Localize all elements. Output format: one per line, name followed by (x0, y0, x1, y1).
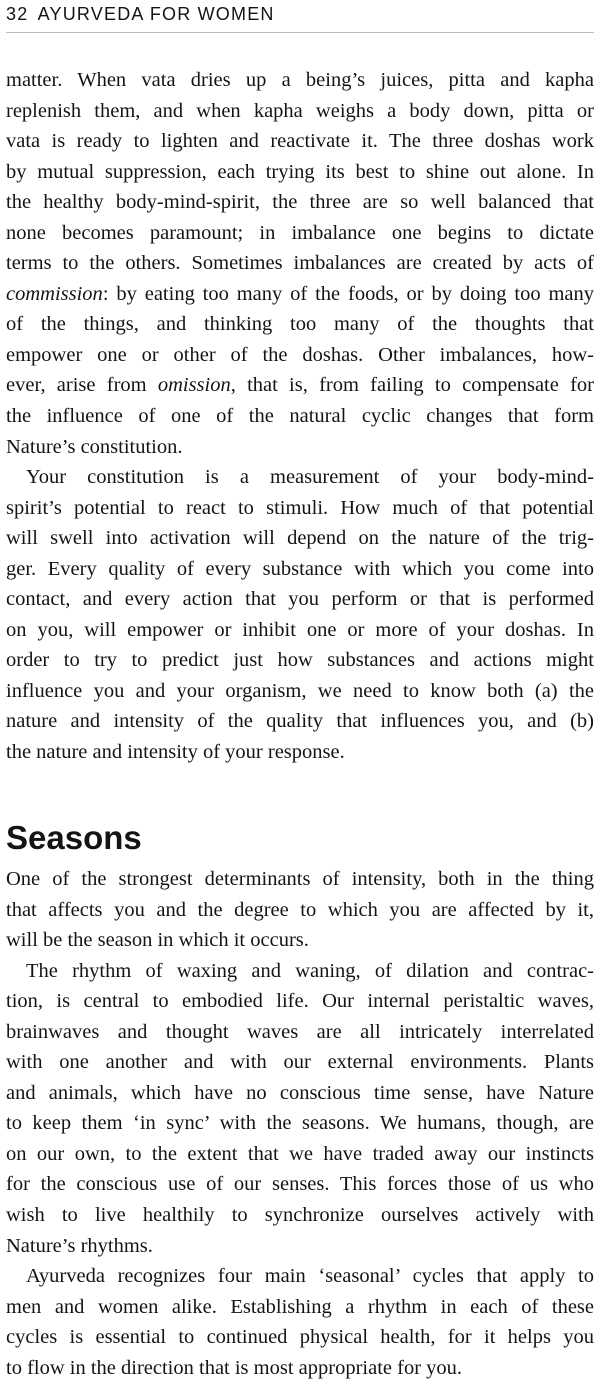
text-line: Ayurveda recognizes four main ‘seasonal’ cycles that apply to (26, 1265, 594, 1288)
paragraph-seasons-intro (6, 864, 594, 956)
text-line: replenish them, and when kapha weighs a body down, pitta or (6, 99, 594, 122)
text-line: by mutual suppression, each trying its best to shine out alone. In (6, 160, 594, 183)
italic-term: commission (6, 282, 103, 305)
text-line: terms to the others. Sometimes imbalances are created by acts of (6, 252, 594, 275)
text-line: Your constitution is a measurement of your body-mind- (26, 466, 594, 489)
text-line: with one another and with our external environments. Plants (6, 1051, 594, 1074)
text-line: of the things, and thinking too many of the thoughts that (6, 313, 594, 336)
text-line: tion, is central to embodied life. Our internal peristaltic waves, (6, 990, 594, 1013)
text-line: cycles is essential to continued physical health, for it helps you (6, 1326, 594, 1349)
text-line: will swell into activation will depend on the nature of the trig- (6, 527, 594, 550)
text-line: spirit’s potential to react to stimuli. How much of that potential (6, 496, 594, 519)
text-line: influence you and your organism, we need to know both (a) the (6, 679, 594, 702)
text-line: One of the strongest determinants of intensity, both in the thing (6, 868, 594, 890)
text-line (6, 370, 594, 401)
text-line: that affects you and the degree to which you are affected by it, (6, 898, 594, 921)
text-line: for the conscious use of our senses. This forces those of us who (6, 1173, 594, 1196)
text-line: and animals, which have no conscious time sense, have Nature (6, 1081, 594, 1104)
text-line: ger. Every quality of every substance with which you come into (6, 557, 594, 580)
text-line: men and women alike. Establishing a rhythm in each of these (6, 1295, 594, 1318)
text-line: none becomes paramount; in imbalance one begins to dictate (6, 221, 594, 244)
text-line (6, 279, 594, 310)
text-line: nature and intensity of the quality that influences you, and (b) (6, 710, 594, 733)
italic-term: omission (157, 374, 231, 397)
running-header (6, 2, 594, 33)
paragraph-seasonal-cycles (6, 1261, 594, 1381)
text-line: the influence of one of the natural cyclic changes that form (6, 405, 594, 428)
paragraph-rhythm (6, 956, 594, 1261)
body-section-1 (6, 65, 594, 768)
text-line: Nature’s constitution. (6, 435, 183, 458)
text-line: the healthy body-mind-spirit, the three are so well balanced that (6, 191, 594, 214)
text-line: Nature’s rhythms. (6, 1234, 153, 1257)
section-heading: Seasons (6, 819, 142, 856)
text-line: to flow in the direction that is most appropriate for you. (6, 1356, 463, 1379)
text-line: vata is ready to lighten and reactivate it. The three doshas work (6, 130, 594, 153)
text-line: brainwaves and thought waves are all intricately interrelated (6, 1020, 594, 1043)
running-title: AYURVEDA FOR WOMEN (37, 4, 275, 24)
text-line: wish to live healthily to synchronize ourselves actively with (6, 1204, 594, 1227)
page-number: 32 (6, 4, 29, 24)
text-line: order to try to predict just how substances and actions might (6, 649, 594, 672)
text-run: ever, arise from (6, 374, 158, 397)
text-line: on you, will empower or inhibit one or more of your doshas. In (6, 618, 594, 641)
paragraph-constitution-doshas (6, 65, 594, 462)
text-line: contact, and every action that you perform or that is performed (6, 588, 594, 611)
text-line: matter. When vata dries up a being’s juices, pitta and kapha (6, 69, 594, 91)
text-line: empower one or other of the doshas. Other imbalances, how- (6, 343, 594, 366)
text-line: on our own, to the extent that we have traded away our instincts (6, 1142, 594, 1165)
body-section-2 (6, 864, 594, 1381)
text-line: will be the season in which it occurs. (6, 929, 309, 952)
text-line: The rhythm of waxing and waning, of dilation and contrac- (26, 959, 594, 982)
text-line: to keep them ‘in sync’ with the seasons. We humans, though, are (6, 1112, 594, 1135)
paragraph-constitution-potential (6, 462, 594, 767)
text-run: : by eating too many of the foods, or by doing too many (102, 282, 594, 305)
text-line: the nature and intensity of your response. (6, 741, 345, 764)
text-run: , that is, from failing to compensate for (230, 374, 594, 397)
